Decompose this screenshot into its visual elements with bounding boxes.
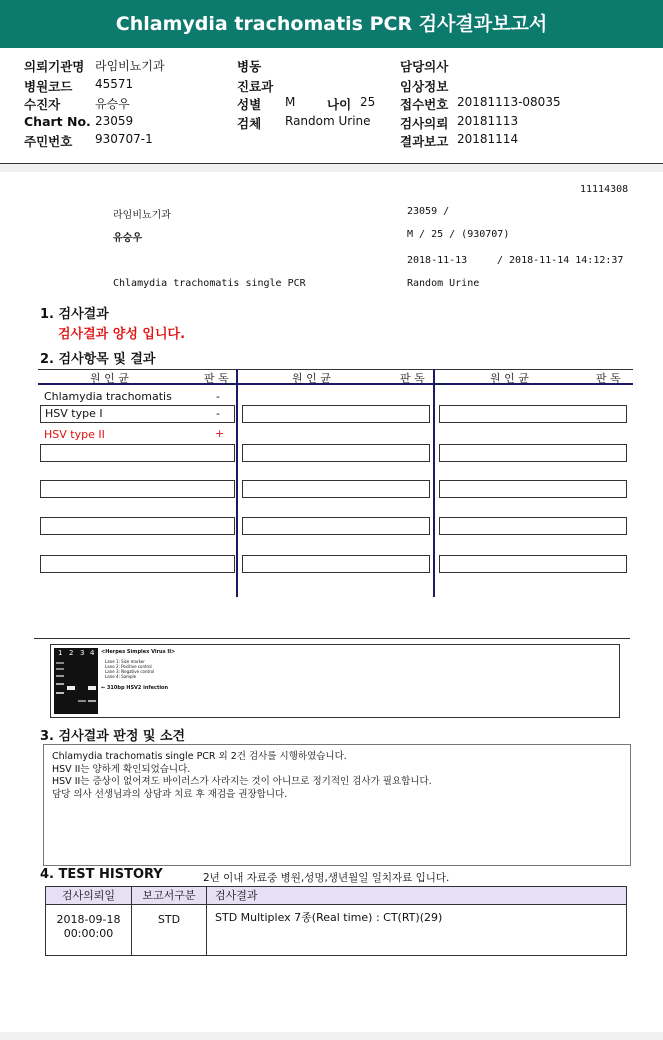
gel-band-label: ← 310bp HSV2 infection — [101, 685, 169, 691]
chart-label: Chart No. — [24, 114, 91, 129]
history-header-row — [46, 887, 626, 905]
lane-label: 2 — [69, 649, 74, 657]
history-date: 2018-09-18 — [56, 913, 121, 926]
section3-title: 3. 검사결과 판정 및 소견 — [40, 729, 186, 744]
doc-sex-age: M / 25 / (930707) — [407, 229, 510, 240]
empty-cell — [439, 444, 627, 462]
history-result: STD Multiplex 7종(Real time) : CT(RT)(29) — [215, 911, 443, 924]
empty-cell — [242, 555, 430, 573]
hospital-code-value: 45571 — [95, 77, 134, 91]
header-info — [0, 48, 663, 164]
report-title: Chlamydia trachomatis PCR 검사결과보고서 — [0, 0, 663, 48]
hospital-code-label: 병원코드 — [24, 79, 73, 94]
age-value: 25 — [360, 95, 376, 109]
table-divider — [236, 369, 238, 597]
empty-cell — [439, 405, 627, 423]
history-date-cell — [46, 905, 132, 955]
col-pathogen-3: 원 인 균 — [490, 372, 529, 385]
rrn-label: 주민번호 — [24, 134, 73, 149]
history-col-result: 검사결과 — [215, 889, 258, 902]
specimen-label: 검체 — [237, 116, 262, 131]
gel-band — [56, 683, 64, 685]
request-value: 20181113 — [457, 114, 519, 128]
dept-label: 진료과 — [237, 79, 274, 94]
gel-image — [54, 648, 98, 714]
specimen-value: Random Urine — [285, 114, 371, 128]
section2-title: 2. 검사항목 및 결과 — [40, 352, 156, 367]
divider-line — [34, 638, 630, 639]
gel-band — [56, 668, 64, 670]
gel-title: <Herpes Simplex Virus II> — [101, 649, 176, 655]
empty-cell — [439, 517, 627, 535]
row-name-3: HSV type II — [44, 428, 105, 441]
history-note: 2년 이내 자료중 병원,성명,생년월일 일치자료 입니다. — [203, 872, 450, 884]
section1-title: 1. 검사결과 — [40, 307, 109, 322]
col-pathogen-1: 원 인 균 — [90, 372, 129, 385]
doc-chart: 23059 / — [407, 206, 450, 217]
history-table — [45, 886, 627, 956]
lane-label: 4 — [90, 649, 95, 657]
report-label: 결과보고 — [400, 134, 449, 149]
receipt-label: 접수번호 — [400, 97, 449, 112]
col-pathogen-2: 원 인 균 — [292, 372, 331, 385]
gel-electrophoresis-panel — [50, 644, 620, 718]
section1-result: 검사결과 양성 입니다. — [58, 327, 186, 342]
doc-date-to: / 2018-11-14 14:12:37 — [497, 255, 624, 266]
doctor-label: 담당의사 — [400, 59, 449, 74]
row-name-1: Chlamydia trachomatis — [44, 390, 172, 403]
row-result-3: + — [215, 427, 225, 440]
rrn-value: 930707-1 — [95, 132, 153, 146]
doc-date-from: 2018-11-13 — [407, 255, 468, 266]
report-page — [0, 172, 663, 1032]
empty-cell — [242, 444, 430, 462]
gel-band — [56, 675, 64, 677]
gel-band — [88, 686, 96, 690]
gel-legend-item: Lane 4: Sample — [105, 674, 137, 679]
findings-box — [43, 744, 631, 866]
gel-legend-item: Lane 2: Positive control — [105, 664, 152, 669]
sex-value: M — [285, 95, 296, 109]
ward-label: 병동 — [237, 59, 262, 74]
empty-cell — [439, 480, 627, 498]
empty-cell — [242, 517, 430, 535]
empty-cell — [40, 555, 235, 573]
doc-clinic: 라임비뇨기과 — [113, 210, 171, 221]
empty-cell — [40, 517, 235, 535]
document-number: 11114308 — [580, 184, 629, 195]
finding-line: Chlamydia trachomatis single PCR 외 2건 검사를 시행하였습니다. — [52, 751, 347, 762]
history-col-type: 보고서구분 — [132, 887, 207, 904]
gel-legend-item: Lane 1: Size marker — [105, 659, 145, 664]
doc-patient: 유승우 — [113, 233, 142, 244]
col-judgment-1: 판 독 — [204, 372, 229, 385]
empty-cell — [439, 555, 627, 573]
lane-label: 1 — [58, 649, 63, 657]
col-judgment-3: 판 독 — [596, 372, 621, 385]
gel-band — [78, 700, 86, 702]
patient-value: 유승우 — [95, 97, 130, 111]
sex-label: 성별 — [237, 97, 262, 112]
age-label: 나이 — [327, 97, 352, 112]
row-name-2: HSV type I — [45, 407, 103, 420]
gel-band — [67, 686, 75, 690]
institution-value: 라임비뇨기과 — [95, 59, 165, 73]
institution-label: 의뢰기관명 — [24, 59, 85, 74]
clinical-label: 임상정보 — [400, 79, 449, 94]
row-result-2: - — [216, 407, 220, 420]
row-result-1: - — [216, 390, 220, 403]
report-value: 20181114 — [457, 132, 519, 146]
table-divider — [433, 369, 435, 597]
patient-label: 수진자 — [24, 97, 61, 112]
gel-band — [56, 662, 64, 664]
empty-cell — [242, 480, 430, 498]
gel-legend — [105, 659, 154, 679]
col-judgment-2: 판 독 — [400, 372, 425, 385]
request-label: 검사의뢰 — [400, 116, 449, 131]
history-type: STD — [132, 905, 207, 955]
gel-band — [88, 700, 96, 702]
empty-cell — [242, 405, 430, 423]
chart-value: 23059 — [95, 114, 134, 128]
doc-specimen: Random Urine — [407, 278, 480, 289]
receipt-value: 20181113-08035 — [457, 95, 561, 109]
gel-band — [56, 692, 64, 694]
section4-title: 4. TEST HISTORY — [40, 867, 163, 882]
empty-cell — [40, 444, 235, 462]
doc-test-name: Chlamydia trachomatis single PCR — [113, 278, 306, 289]
table-row — [46, 905, 626, 955]
history-time: 00:00:00 — [63, 927, 114, 940]
lane-label: 3 — [80, 649, 85, 657]
empty-cell — [40, 480, 235, 498]
gel-legend-item: Lane 3: Negative control — [105, 669, 155, 674]
result-cell — [40, 405, 235, 423]
finding-line: 담당 의사 선생님과의 상담과 치료 후 재검을 권장합니다. — [52, 788, 288, 800]
results-table-header — [38, 369, 633, 385]
history-col-date: 검사의뢰일 — [46, 887, 132, 904]
finding-line: HSV II는 증상이 없어져도 바이러스가 사라지는 것이 아니므로 정기적인 검사가 필요합니다. — [52, 776, 432, 787]
finding-line: HSV II는 양하게 확인되었습니다. — [52, 763, 191, 775]
